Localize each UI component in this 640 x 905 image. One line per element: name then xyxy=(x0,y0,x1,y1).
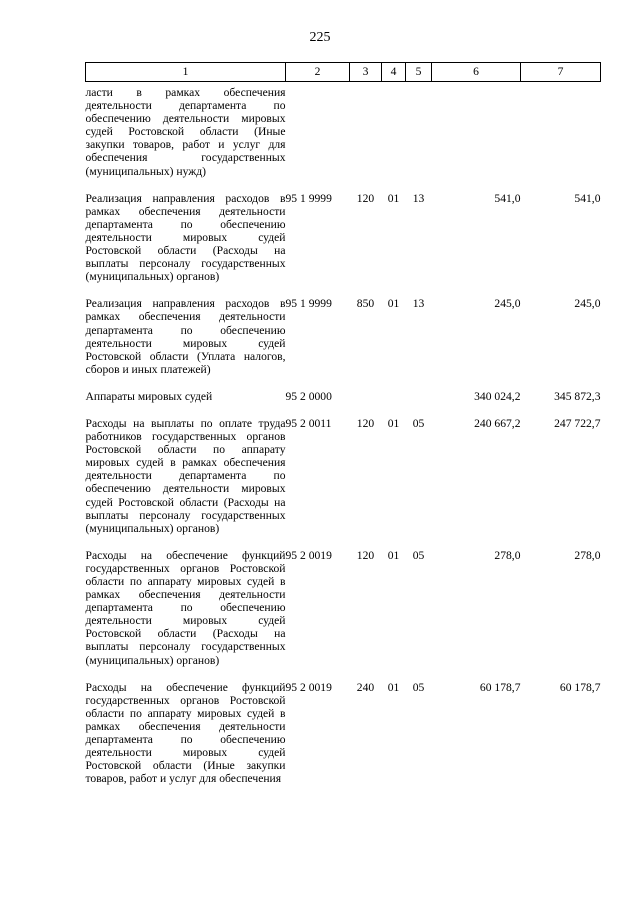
col-header-2: 2 xyxy=(286,63,350,82)
row-amount-year1: 245,0 xyxy=(494,297,521,311)
row-amount-year2: 245,0 xyxy=(574,297,601,311)
row-subsection xyxy=(406,82,432,192)
row-expense-type xyxy=(350,390,382,417)
row-amount-year2: 345 872,3 xyxy=(554,389,601,403)
row-subsection: 05 xyxy=(412,680,425,694)
row-amount-year2: 247 722,7 xyxy=(554,416,601,430)
row-section: 01 xyxy=(387,548,400,562)
row-amount-year2: 541,0 xyxy=(574,191,601,205)
row-subsection: 05 xyxy=(412,416,425,430)
row-amount-year2: 278,0 xyxy=(574,548,601,562)
row-description: Расходы на выплаты по оплате труда работников государственных органов Ростовской области по аппарату мировых судей в рамках обеспечения деятельности департамента по обеспечению деятельности мировых судей Ростовской области (Расходы на выплаты персоналу государственных (муниципальных) органов) xyxy=(85,416,286,535)
row-amount-year1: 340 024,2 xyxy=(474,389,521,403)
col-header-5: 5 xyxy=(406,63,432,82)
row-section: 01 xyxy=(387,680,400,694)
header-row xyxy=(86,63,601,82)
row-expense-type: 850 xyxy=(356,297,375,311)
row-amount-year2 xyxy=(521,82,601,192)
row-expense-type: 120 xyxy=(356,191,375,205)
row-expense-type xyxy=(350,82,382,192)
row-subsection: 13 xyxy=(412,191,425,205)
row-description: Расходы на обеспечение функций государственных органов Ростовской области по аппарату мировых судей в рамках обеспечения деятельности департамента по обеспечению деятельности мировых судей Ростовской области (Иные закупки товаров, работ и услуг для обеспечения xyxy=(85,680,286,786)
col-header-7: 7 xyxy=(521,63,601,82)
row-section: 01 xyxy=(387,416,400,430)
col-header-3: 3 xyxy=(350,63,382,82)
table-row xyxy=(86,681,601,786)
row-target-code: 95 1 9999 xyxy=(285,297,332,311)
row-subsection xyxy=(406,390,432,417)
table-row xyxy=(86,82,601,192)
table-row xyxy=(86,192,601,298)
budget-table xyxy=(85,62,601,785)
row-subsection: 05 xyxy=(412,548,425,562)
row-section xyxy=(382,390,406,417)
row-target-code: 95 1 9999 xyxy=(285,191,332,205)
row-description: Реализация направления расходов в рамках обеспечения деятельности департамента по обеспечению деятельности мировых судей Ростовской области (Расходы на выплаты персоналу государственных (муниципальных) органов) xyxy=(85,191,286,284)
table-row xyxy=(86,549,601,681)
row-section: 01 xyxy=(387,297,400,311)
col-header-4: 4 xyxy=(382,63,406,82)
col-header-1: 1 xyxy=(86,63,286,82)
table-row xyxy=(86,297,601,390)
row-expense-type: 120 xyxy=(356,548,375,562)
row-amount-year1 xyxy=(432,82,521,192)
row-target-code: 95 2 0000 xyxy=(285,389,332,403)
row-subsection: 13 xyxy=(412,297,425,311)
row-target-code: 95 2 0011 xyxy=(285,416,332,430)
row-description: Аппараты мировых судей xyxy=(85,389,213,403)
row-target-code: 95 2 0019 xyxy=(285,680,332,694)
row-description: ласти в рамках обеспечения деятельности департамента по обеспечению деятельности мировых судей Ростовской области (Иные закупки товаров, работ и услуг для обеспечения государственных (муниципальных) нужд) xyxy=(85,86,286,178)
row-expense-type: 240 xyxy=(356,680,375,694)
row-description: Реализация направления расходов в рамках обеспечения деятельности департамента по обеспечению деятельности мировых судей Ростовской области (Уплата налогов, сборов и иных платежей) xyxy=(85,297,286,376)
table-row xyxy=(86,417,601,549)
row-target-code xyxy=(286,82,350,192)
row-amount-year2: 60 178,7 xyxy=(559,680,601,694)
row-amount-year1: 278,0 xyxy=(494,548,521,562)
col-header-6: 6 xyxy=(432,63,521,82)
row-target-code: 95 2 0019 xyxy=(285,548,332,562)
page-number: 225 xyxy=(309,30,331,45)
row-section: 01 xyxy=(387,191,400,205)
row-amount-year1: 240 667,2 xyxy=(474,416,521,430)
row-amount-year1: 60 178,7 xyxy=(479,680,521,694)
row-section xyxy=(382,82,406,192)
row-expense-type: 120 xyxy=(356,416,375,430)
table-row xyxy=(86,390,601,417)
row-amount-year1: 541,0 xyxy=(494,191,521,205)
row-description: Расходы на обеспечение функций государственных органов Ростовской области по аппарату мировых судей в рамках обеспечения деятельности департамента по обеспечению деятельности мировых судей Ростовской области (Расходы на выплаты персоналу государственных (муниципальных) органов) xyxy=(85,548,286,667)
